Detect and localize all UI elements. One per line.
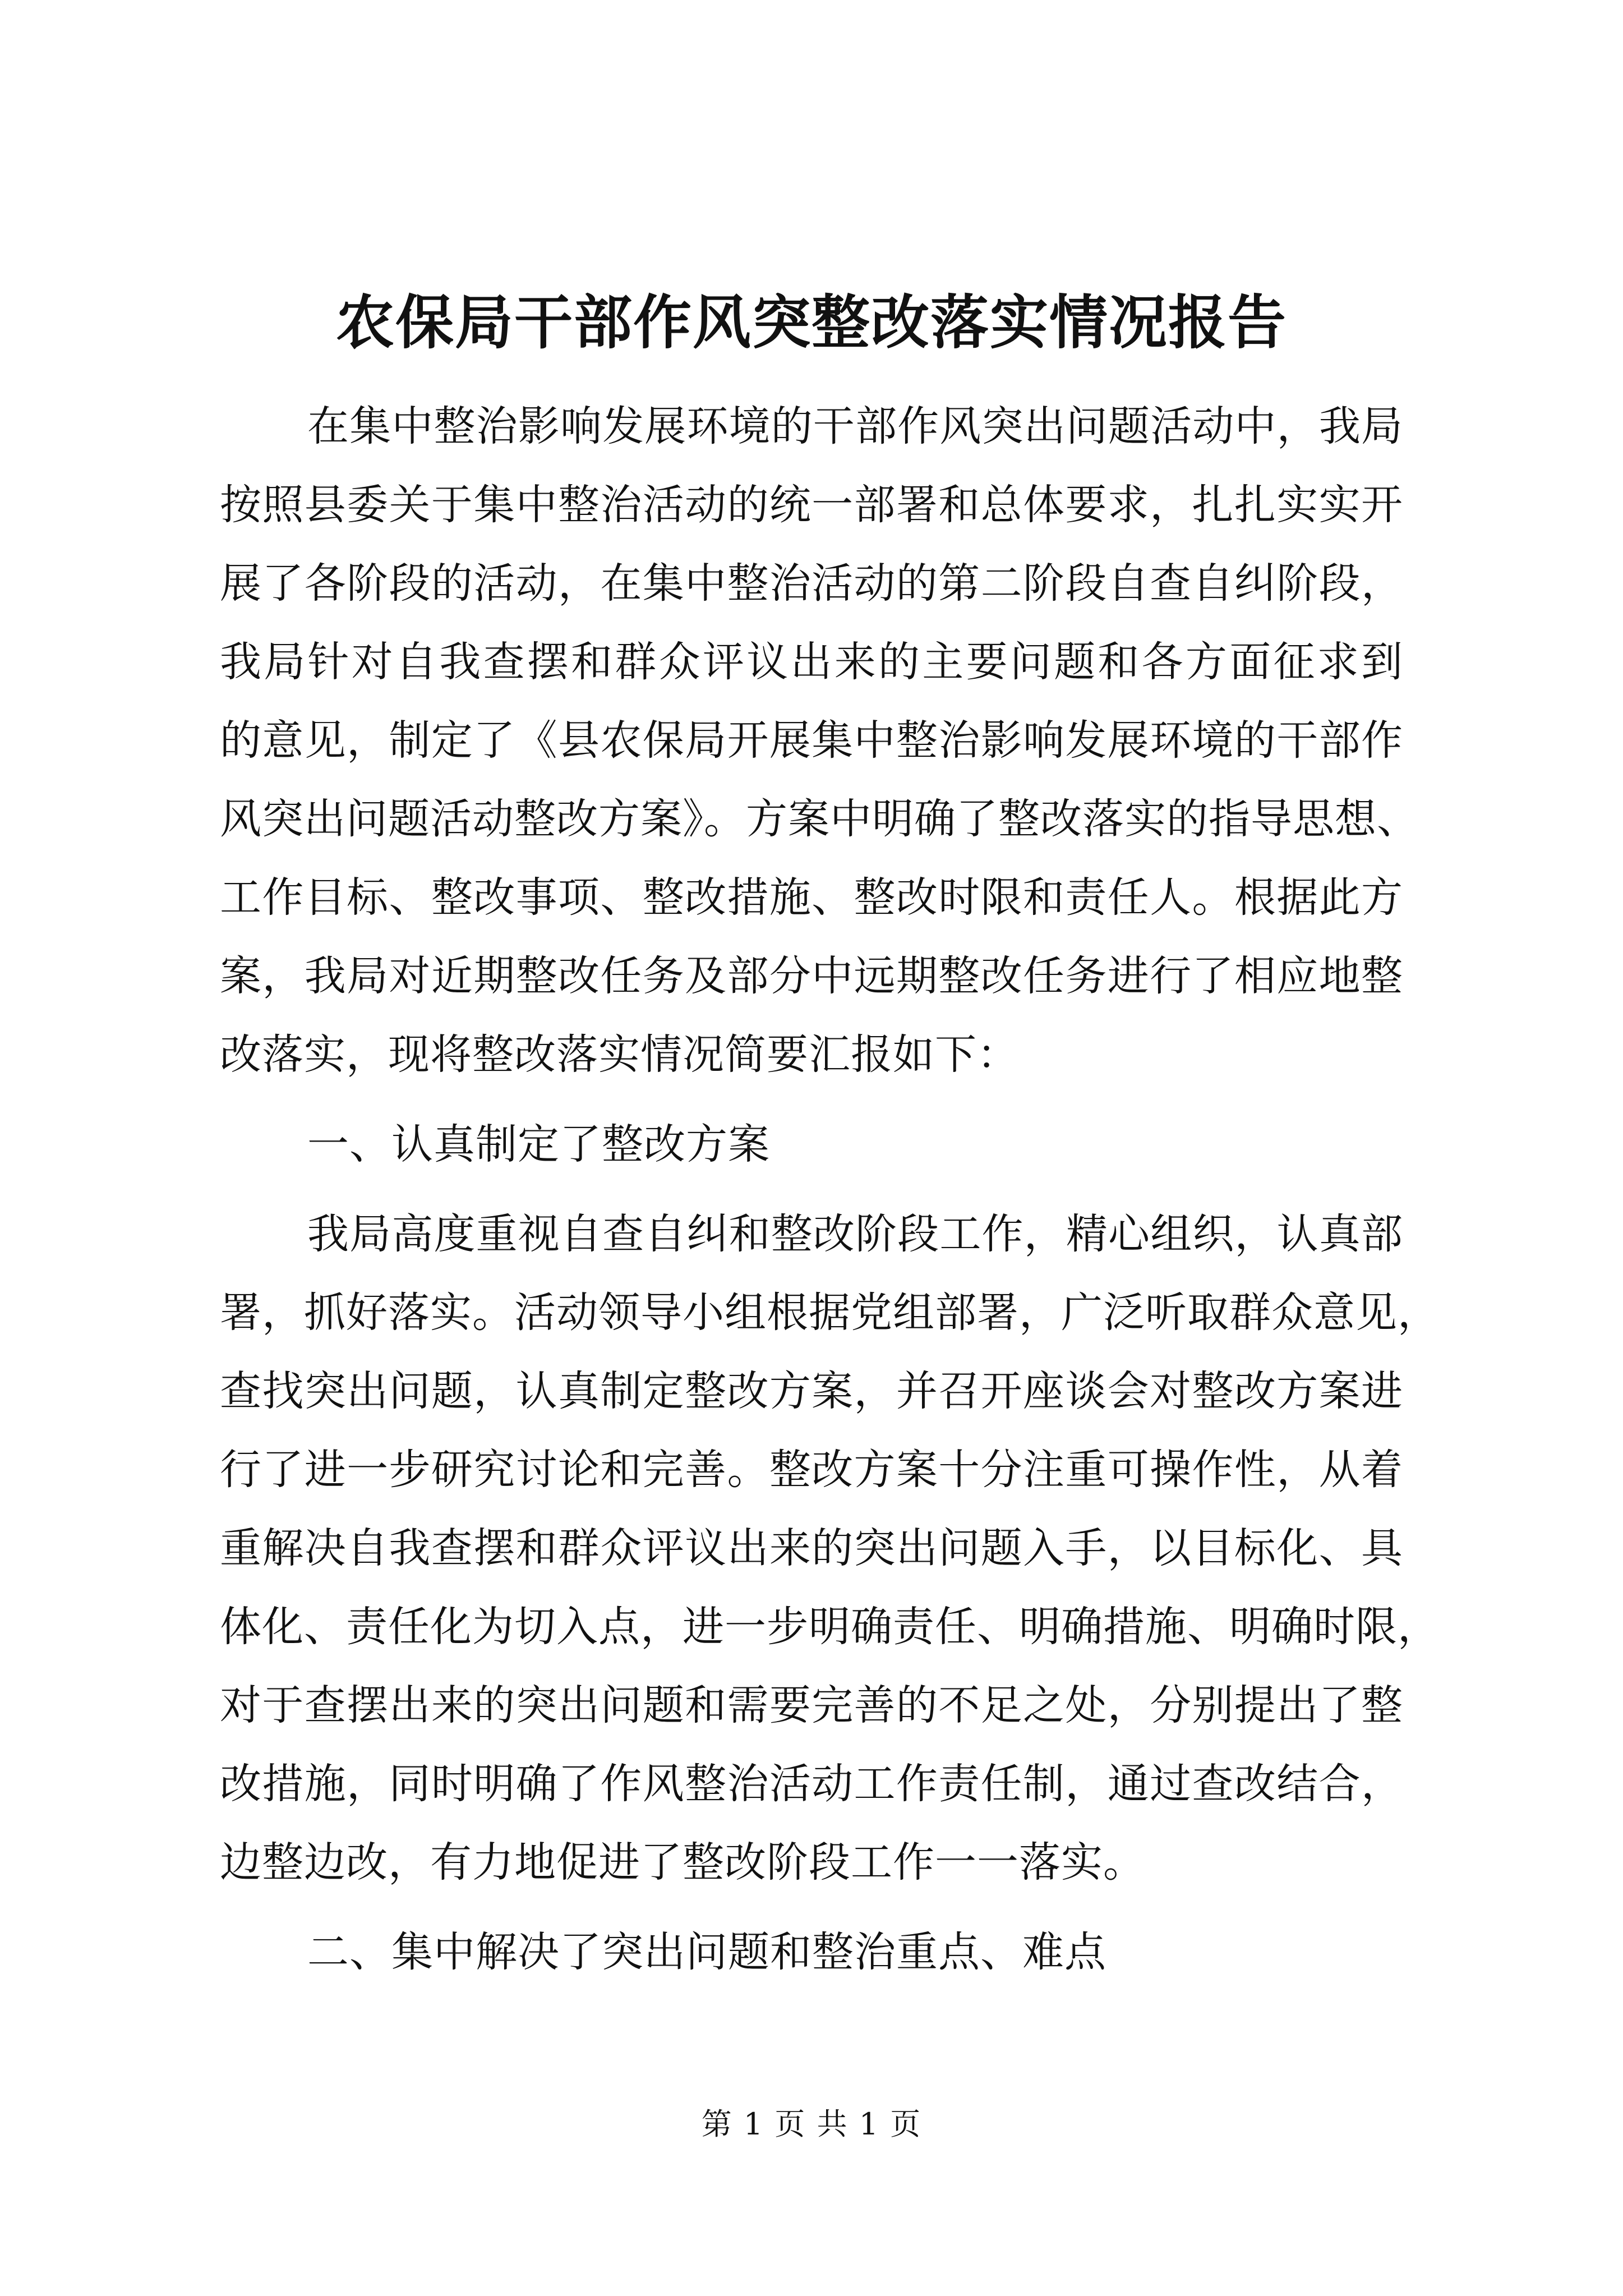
paragraph-2-line-8: 改措施，同时明确了作风整治活动工作责任制，通过查改结合， — [220, 1760, 1403, 1808]
paragraph-1-line-6: 风突出问题活动整改方案》。方案中明确了整改落实的指导思想、 — [220, 795, 1419, 843]
paragraph-2-line-2: 署，抓好落实。活动领导小组根据党组部署，广泛听取群众意见， — [220, 1289, 1440, 1337]
page-footer: 第 1 页 共 1 页 — [701, 2106, 922, 2142]
paragraph-2-line-6: 体化、责任化为切入点，进一步明确责任、明确措施、明确时限， — [220, 1603, 1440, 1651]
paragraph-1-line-1: 在集中整治影响发展环境的干部作风突出问题活动中，我局 — [307, 402, 1403, 450]
paragraph-2-line-1: 我局高度重视自查自纠和整改阶段工作，精心组织，认真部 — [307, 1210, 1403, 1258]
paragraph-1-line-2: 按照县委关于集中整治活动的统一部署和总体要求，扎扎实实开 — [220, 481, 1403, 529]
section-heading-2: 二、集中解决了突出问题和整治重点、难点 — [307, 1928, 1106, 1976]
paragraph-2-line-3: 查找突出问题，认真制定整改方案，并召开座谈会对整改方案进 — [220, 1367, 1403, 1415]
paragraph-1-line-5: 的意见，制定了《县农保局开展集中整治影响发展环境的干部作 — [220, 716, 1403, 765]
paragraph-1-line-3: 展了各阶段的活动，在集中整治活动的第二阶段自查自纠阶段， — [220, 559, 1403, 608]
paragraph-2-line-7: 对于查摆出来的突出问题和需要完善的不足之处，分别提出了整 — [220, 1681, 1403, 1729]
paragraph-1-line-4: 我局针对自我查摆和群众评议出来的主要问题和各方面征求到 — [220, 638, 1403, 686]
paragraph-2-line-5: 重解决自我查摆和群众评议出来的突出问题入手，以目标化、具 — [220, 1524, 1403, 1572]
paragraph-1-line-7: 工作目标、整改事项、整改措施、整改时限和责任人。根据此方 — [220, 873, 1403, 922]
paragraph-1-line-9: 改落实，现将整改落实情况简要汇报如下： — [220, 1030, 1019, 1079]
paragraph-2-line-9: 边整边改，有力地促进了整改阶段工作一一落实。 — [220, 1838, 1145, 1887]
document-title: 农保局干部作风突整改落实情况报告 — [335, 288, 1287, 357]
section-heading-1: 一、认真制定了整改方案 — [307, 1120, 770, 1168]
paragraph-2-line-4: 行了进一步研究讨论和完善。整改方案十分注重可操作性，从着 — [220, 1446, 1403, 1494]
paragraph-1-line-8: 案，我局对近期整改任务及部分中远期整改任务进行了相应地整 — [220, 952, 1403, 1000]
